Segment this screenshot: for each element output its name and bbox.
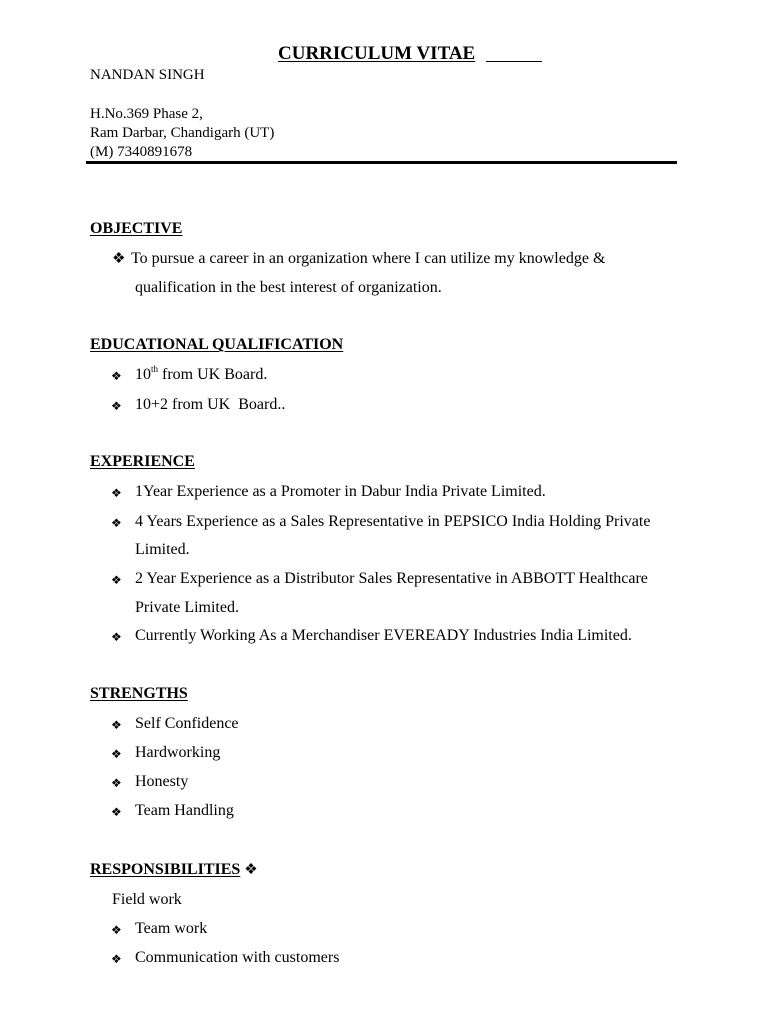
experience-item-3-line-1: 2 Year Experience as a Distributor Sales Representative in ABBOTT Healthcare <box>135 570 648 587</box>
strength-item: Hardworking <box>135 744 221 761</box>
responsibilities-heading: RESPONSIBILITIES <box>90 861 241 878</box>
education-item-1 <box>135 365 267 385</box>
title-underline <box>486 61 542 62</box>
bullet-icon: ❖ <box>111 573 122 587</box>
bullet-icon: ❖ <box>244 862 258 878</box>
bullet-icon: ❖ <box>111 747 122 761</box>
address-line-2: Ram Darbar, Chandigarh (UT) <box>90 125 275 141</box>
experience-item-4: Currently Working As a Merchandiser EVEREADY Industries India Limited. <box>135 627 632 644</box>
bullet-icon: ❖ <box>111 776 122 790</box>
responsibility-item: Communication with customers <box>135 949 340 966</box>
education-item-1-text: from UK Board. <box>158 366 268 383</box>
address-line-1: H.No.369 Phase 2, <box>90 106 203 122</box>
experience-item-1: 1Year Experience as a Promoter in Dabur India Private Limited. <box>135 483 546 500</box>
bullet-icon: ❖ <box>111 630 122 644</box>
strength-item: Team Handling <box>135 802 234 819</box>
experience-heading: EXPERIENCE <box>90 453 195 470</box>
header-divider <box>86 161 677 164</box>
strength-item: Self Confidence <box>135 715 239 732</box>
bullet-icon: ❖ <box>111 516 122 530</box>
bullet-icon: ❖ <box>111 718 122 732</box>
education-item-2: 10+2 from UK Board.. <box>135 396 286 413</box>
bullet-icon: ❖ <box>111 369 122 383</box>
document-title: CURRICULUM VITAE <box>278 43 476 64</box>
objective-line-1: To pursue a career in an organization where I can utilize my knowledge & <box>131 250 606 267</box>
strength-item: Honesty <box>135 773 189 790</box>
experience-item-2-line-2: Limited. <box>135 541 190 558</box>
bullet-icon: ❖ <box>111 399 122 413</box>
responsibility-item-first: Field work <box>112 891 182 908</box>
education-heading: EDUCATIONAL QUALIFICATION <box>90 336 344 353</box>
objective-heading: OBJECTIVE <box>90 220 183 237</box>
bullet-icon: ❖ <box>111 486 122 500</box>
experience-item-3-line-2: Private Limited. <box>135 599 239 616</box>
bullet-icon: ❖ <box>112 251 126 267</box>
responsibilities-heading-row <box>90 860 258 879</box>
strengths-heading: STRENGTHS <box>90 685 188 702</box>
phone-number: (M) 7340891678 <box>90 144 193 160</box>
education-item-1-number: 10 <box>135 366 151 383</box>
education-item-1-suffix: th <box>151 364 159 374</box>
bullet-icon: ❖ <box>111 805 122 819</box>
candidate-name: NANDAN SINGH <box>90 67 205 83</box>
responsibility-item: Team work <box>135 920 208 937</box>
experience-item-2-line-1: 4 Years Experience as a Sales Representative in PEPSICO India Holding Private <box>135 513 651 530</box>
objective-line-2: qualification in the best interest of organization. <box>135 279 442 296</box>
bullet-icon: ❖ <box>111 952 122 966</box>
bullet-icon: ❖ <box>111 923 122 937</box>
